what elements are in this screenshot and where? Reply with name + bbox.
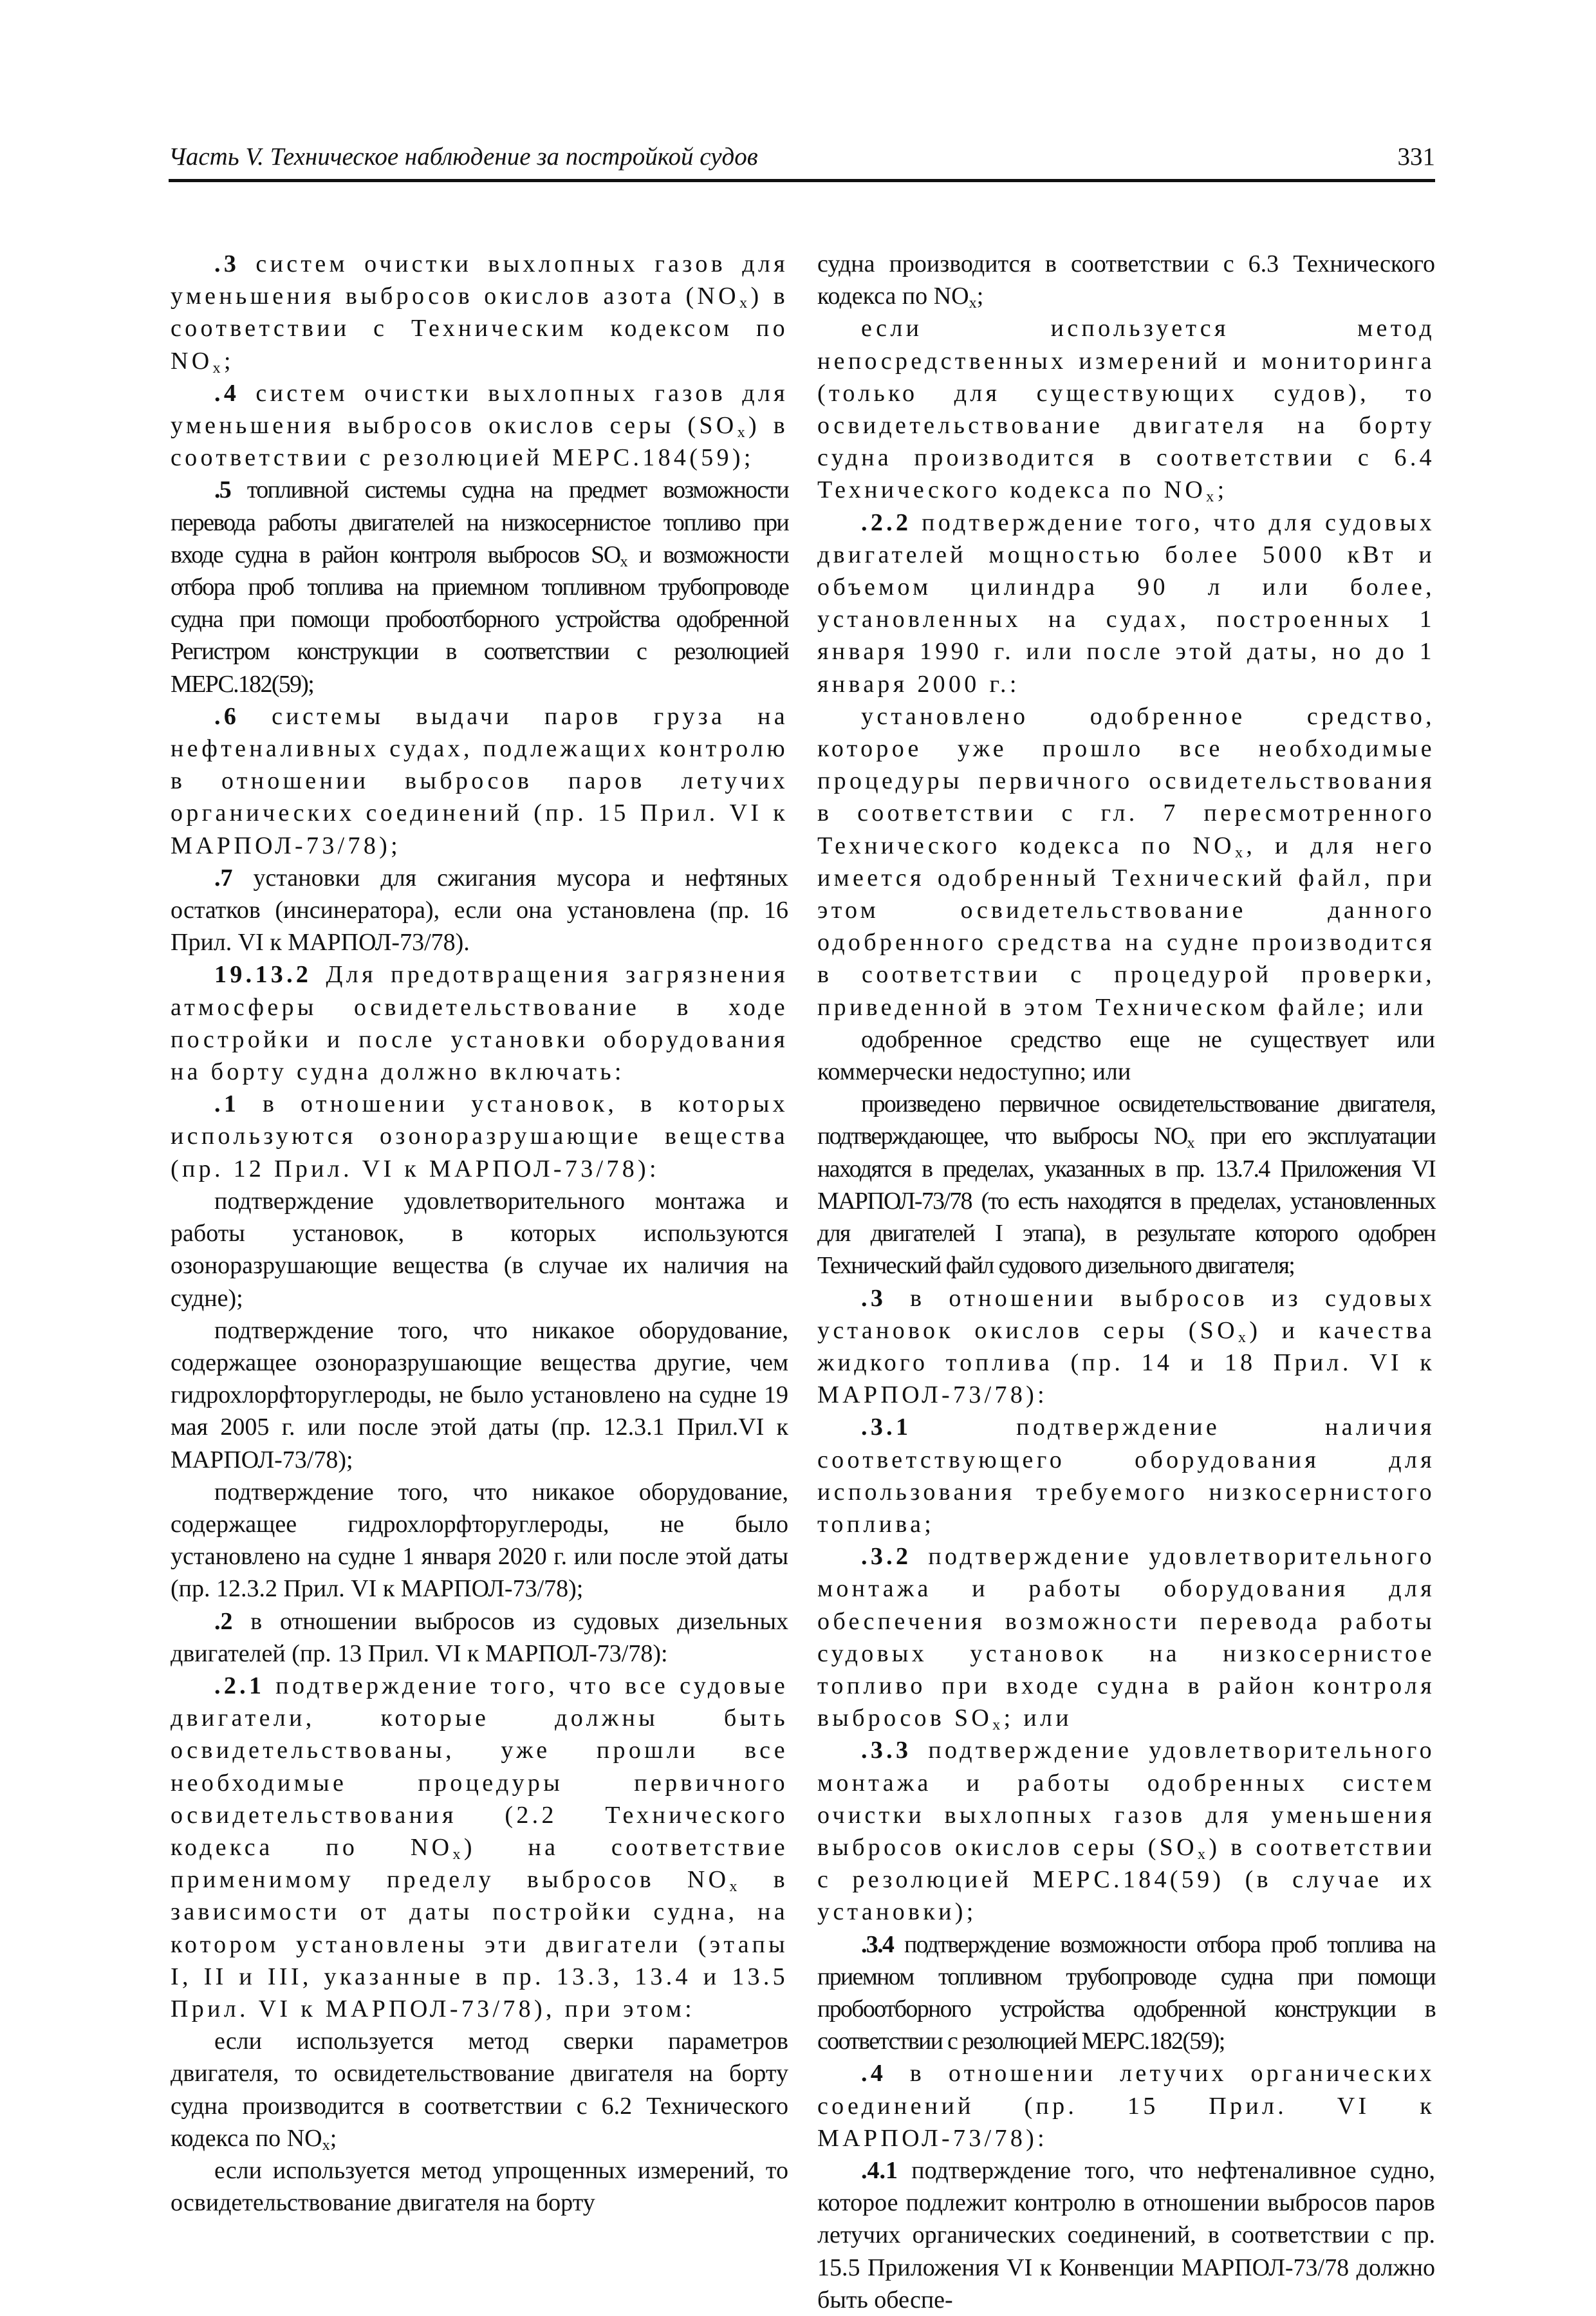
- paragraph-text: топливной системы судна на предмет возможности перевода работы двигателей на низкосернистое топливо при входе судна в район контроля выбросов $SO_x$ и возможности отбора проб топлива на приемном топливном трубопроводе судна при помощи пробоотборного устройства одобренной Регистром конструкции в соответствии с резолюцией МЕРС.182(59);: [171, 476, 788, 698]
- paragraph-text: произведено первичное освидетельствование двигателя, подтверждающее, что выбросы $NO_x$ при его эксплуатации находятся в пределах, указанных в пр. 13.7.4 Приложения VI МАРПОЛ-73/78 (то есть находятся в пределах, установленных для двигателей I этапа), в результате которого одобрен Технический файл судового дизельного двигателя;: [817, 1090, 1435, 1280]
- paragraph-label: .7: [214, 864, 233, 892]
- paragraph: [171, 700, 788, 862]
- paragraph-label: .3: [861, 1284, 887, 1312]
- paragraph-text: если используется метод упрощенных измерений, то освидетельствование двигателя на борту: [171, 2156, 788, 2217]
- paragraph: [171, 862, 788, 959]
- paragraph: [171, 1476, 788, 1605]
- paragraph-label: .2.1: [214, 1672, 265, 1699]
- paragraph-text: подтверждение возможности отбора проб топлива на приемном топливном трубопроводе судна при помощи пробоотборного устройства одобренной конструкции в соответствии с резолюцией МЕРС.182(59);: [817, 1930, 1435, 2055]
- paragraph-text: подтверждение того, что все судовые двигатели, которые должны быть освидетельствованы, уже прошли все необходимые процедуры первичного освидетельствования (2.2 Технического кодекса по $NO_x$) на соответствие применимому пределу выбросов $NO_x$ в зависимости от даты постройки судна, на котором установлены эти двигатели (этапы I, II и III, указанные в пр. 13.3, 13.4 и 13.5 Прил. VI к МАРПОЛ-73/78), при этом:: [171, 1672, 789, 2022]
- paragraph-text: системы выдачи паров груза на нефтеналивных судах, подлежащих контролю в отношении выбросов паров летучих органических соединений (пр. 15 Прил. VI к МАРПОЛ-73/78);: [171, 702, 788, 859]
- paragraph-label: 19.13.2: [214, 961, 312, 989]
- paragraph-label: .3.2: [861, 1543, 912, 1571]
- paragraph-label: .2.2: [861, 509, 912, 536]
- paragraph: [817, 700, 1435, 1023]
- paragraph: [817, 312, 1435, 506]
- paragraph: [817, 1023, 1435, 1088]
- paragraph: [171, 1670, 788, 2025]
- running-title: Часть V. Техническое наблюдение за постройкой судов: [169, 143, 758, 171]
- paragraph-text: установки для сжигания мусора и нефтяных остатков (инсинератора), если она установлена (пр. 16 Прил. VI к МАРПОЛ-73/78).: [171, 864, 789, 957]
- paragraph-text: судна производится в соответствии с 6.3 Технического кодекса по $NO_x$;: [817, 250, 1435, 312]
- paragraph: [817, 2057, 1435, 2154]
- paragraph: [817, 1928, 1435, 2058]
- paragraph-label: .1: [214, 1090, 240, 1118]
- paragraph: [171, 1605, 788, 1670]
- paragraph: [171, 1088, 788, 1185]
- paragraph-text: в отношении установок, в которых используются озоноразрушающие вещества (пр. 12 Прил. VI к МАРПОЛ-73/78):: [171, 1090, 788, 1182]
- paragraph: [817, 1734, 1435, 1928]
- paragraph-label: .3.4: [861, 1930, 894, 1958]
- paragraph: [817, 1282, 1435, 1412]
- paragraph-label: .4: [861, 2060, 887, 2087]
- paragraph-text: в отношении выбросов из судовых установок окислов серы $(SO_x)$ и качества жидкого топлива (пр. 14 и 18 Прил. VI к МАРПОЛ-73/78):: [817, 1284, 1435, 1409]
- paragraph-text: подтверждение удовлетворительного монтажа и работы установок, в которых используются озоноразрушающие вещества (в случае их наличия на судне);: [171, 1187, 788, 1312]
- left-column: [171, 248, 788, 2219]
- running-head: [169, 143, 1435, 182]
- paragraph-text: подтверждение того, что для судовых двигателей мощностью более 5000 кВт и объемом цилиндра 90 л или более, установленных на судах, построенных 1 января 1990 г. или после этой даты, но до 1 января 2000 г.:: [817, 509, 1435, 698]
- paragraph-text: подтверждение того, что нефтеналивное судно, которое подлежит контролю в отношении выбросов паров летучих органических соединений, в соответствии с пр. 15.5 Приложения VI к Конвенции МАРПОЛ-73/78 должно быть обеспе-: [817, 2156, 1436, 2313]
- paragraph-text: подтверждение наличия соответствующего оборудования для использования требуемого низкосернистого топлива;: [817, 1414, 1435, 1538]
- paragraph: [171, 248, 788, 377]
- paragraph-label: .2: [214, 1607, 233, 1635]
- paragraph-label: .5: [214, 476, 231, 504]
- paragraph: [171, 2154, 788, 2219]
- paragraph-text: подтверждение того, что никакое оборудование, содержащее гидрохлорфторуглероды, не было установлено на судне 1 января 2020 г. или после этой даты (пр. 12.3.2 Прил. VI к МАРПОЛ-73/78);: [171, 1478, 788, 1603]
- paragraph-label: .4.1: [861, 2156, 898, 2184]
- paragraph: [171, 1314, 788, 1476]
- paragraph-text: Для предотвращения загрязнения атмосферы освидетельствование в ходе постройки и после установки оборудования на борту судна должно включать:: [171, 961, 788, 1086]
- paragraph-label: .4: [214, 379, 240, 407]
- paragraph: [817, 507, 1435, 700]
- paragraph: [171, 1185, 788, 1314]
- paragraph-label: .3: [214, 250, 240, 277]
- paragraph: [817, 1088, 1435, 1282]
- paragraph: [171, 2025, 788, 2154]
- paragraph-text: установлено одобренное средство, которое уже прошло все необходимые процедуры первичного освидетельствования в соответствии с гл. 7 пересмотренного Технического кодекса по $NO_x$, и для него имеется одобренный Технический файл, при этом освидетельствование данного одобренного средства на судне производится в соответствии с процедурой проверки, приведенной в этом Техническом файле; или: [817, 702, 1435, 1021]
- paragraph-text: если используется метод сверки параметров двигателя, то освидетельствование двигателя на борту судна производится в соответствии с 6.2 Технического кодекса по $NO_x$;: [171, 2028, 788, 2154]
- paragraph-text: систем очистки выхлопных газов для уменьшения выбросов окислов азота $(NO_x)$ в соответствии с Техническим кодексом по $NO_x$;: [171, 250, 788, 377]
- paragraph: [817, 1540, 1435, 1734]
- page-number: 331: [1397, 143, 1435, 171]
- paragraph: [171, 474, 788, 700]
- paragraph: [817, 1411, 1435, 1540]
- paragraph-text: подтверждение удовлетворительного монтажа и работы оборудования для обеспечения возможности перевода работы судовых установок на низкосернистое топливо при входе судна в район контроля выбросов $SO_x$; или: [817, 1543, 1435, 1734]
- paragraph-label: .3.1: [861, 1414, 912, 1441]
- paragraph: [171, 377, 788, 474]
- paragraph-text: если используется метод непосредственных измерений и мониторинга (только для существующих судов), то освидетельствование двигателя на борту судна производится в соответствии с 6.4 Технического кодекса по $NO_x$;: [817, 315, 1435, 506]
- paragraph: [817, 2154, 1435, 2316]
- paragraph-text: систем очистки выхлопных газов для уменьшения выбросов окислов серы $(SO_x)$ в соответствии с резолюцией МЕРС.184(59);: [171, 379, 789, 472]
- paragraph-text: одобренное средство еще не существует или коммерчески недоступно; или: [817, 1025, 1435, 1086]
- paragraph-label: .6: [214, 702, 240, 730]
- paragraph-text: в отношении летучих органических соединений (пр. 15 Прил. VI к МАРПОЛ-73/78):: [817, 2060, 1435, 2152]
- paragraph-text: в отношении выбросов из судовых дизельных двигателей (пр. 13 Прил. VI к МАРПОЛ-73/78):: [171, 1607, 788, 1667]
- paragraph: [817, 248, 1435, 312]
- paragraph-label: .3.3: [861, 1737, 912, 1764]
- paragraph: [171, 958, 788, 1088]
- right-column: [817, 248, 1435, 2316]
- paragraph-text: подтверждение удовлетворительного монтажа и работы одобренных систем очистки выхлопных газов для уменьшения выбросов окислов серы $(SO_x)$ в соответствии с резолюцией МЕРС.184(59) (в случае их установки);: [817, 1737, 1436, 1926]
- paragraph-text: подтверждение того, что никакое оборудование, содержащее озоноразрушающие вещества другие, чем гидрохлорфторуглероды, не было установлено на судне 19 мая 2005 г. или после этой даты (пр. 12.3.1 Прил.VI к МАРПОЛ-73/78);: [171, 1316, 788, 1473]
